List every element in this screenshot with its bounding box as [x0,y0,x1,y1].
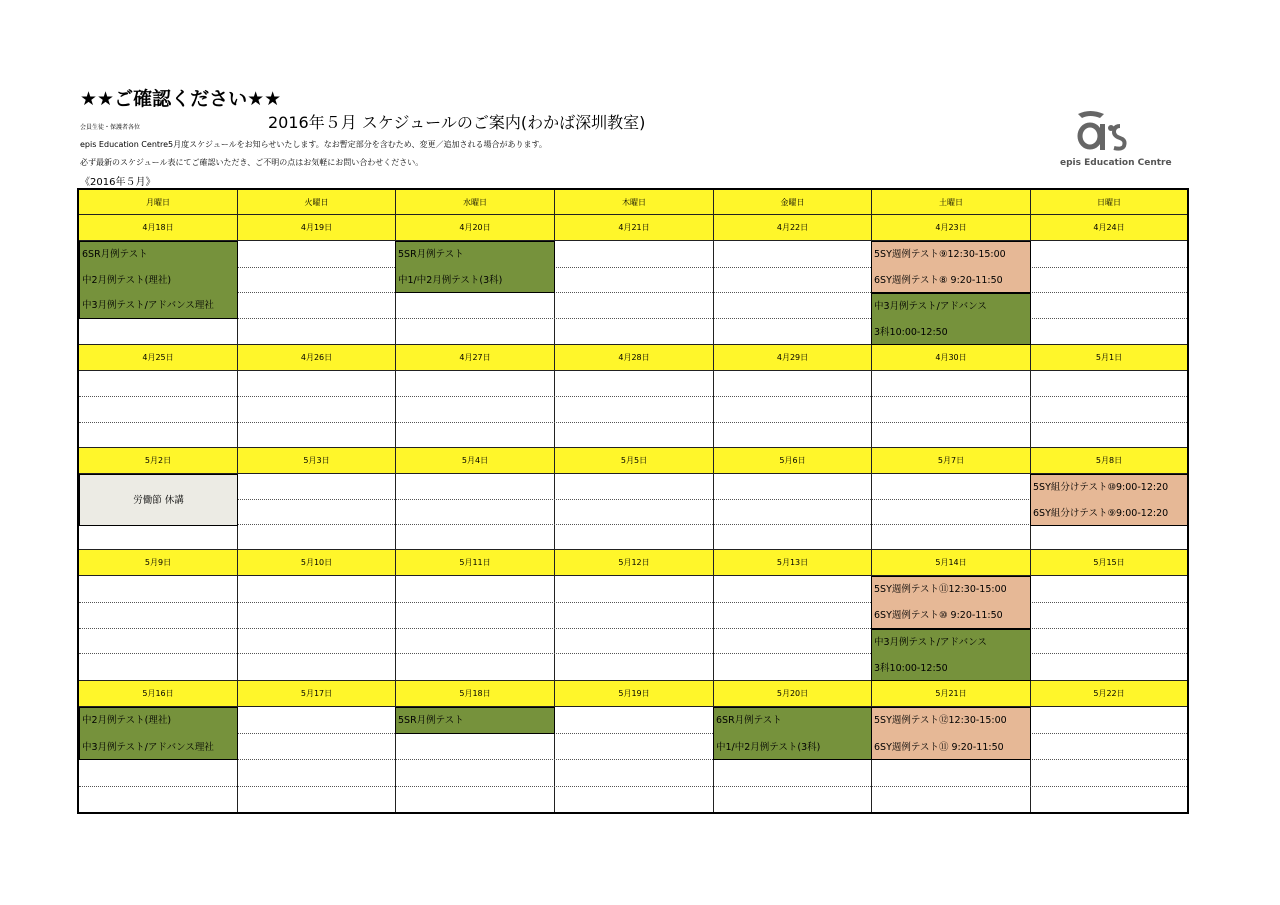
weekday-tue: 火曜日 [238,190,395,214]
event-block [79,707,238,760]
date-cell: 5月16日 [79,681,237,706]
schedule-grid [77,188,1189,814]
date-cell: 4月19日 [238,215,395,240]
holiday-block [79,474,238,526]
date-cell: 5月9日 [79,550,237,575]
event-text: 6SY週例テスト⑩ 9:20-11:50 [874,610,1003,621]
event-text: 5SR月例テスト [398,249,464,260]
date-cell: 4月22日 [714,215,871,240]
event-block [871,241,1031,293]
date-cell: 5月12日 [555,550,713,575]
date-cell: 4月29日 [714,345,871,370]
date-cell: 4月25日 [79,345,237,370]
notice-line-1: epis Education Centre5月度スケジュールをお知らせいたします。なお暫定部分を含むため、変更／追加される場合があります。 [80,140,547,149]
date-cell: 5月21日 [872,681,1030,706]
event-text: 3科10:00-12:50 [874,663,948,674]
event-block [871,293,1031,345]
event-text: 中2月例テスト(理社) [82,715,172,726]
event-block [1030,474,1188,526]
event-text: 5SY週例テスト⑫12:30-15:00 [874,715,1007,726]
date-cell: 4月28日 [555,345,713,370]
event-text: 5SY組分けテスト⑩9:00-12:20 [1033,482,1169,493]
event-block [871,629,1031,681]
weekday-thu: 木曜日 [555,190,713,214]
date-cell: 5月13日 [714,550,871,575]
logo-text: epis Education Centre [1060,158,1172,168]
weekday-wed: 水曜日 [396,190,554,214]
date-cell: 5月17日 [238,681,395,706]
date-cell: 4月23日 [872,215,1030,240]
date-cell: 5月20日 [714,681,871,706]
event-text: 6SY週例テスト⑧ 9:20-11:50 [874,275,1003,286]
date-cell: 5月5日 [555,448,713,473]
page-heading: ★★ご確認ください★★ [80,88,282,110]
event-block [713,707,872,760]
page-title: 2016年５月 スケジュールのご案内(わかば深圳教室) [268,113,646,132]
event-text: 中3月例テスト/アドバンス [874,301,987,312]
event-text: 中2月例テスト(理社) [82,275,172,286]
weekday-sat: 土曜日 [872,190,1030,214]
holiday-text: 労働節 休講 [133,494,184,506]
event-block [871,707,1031,760]
event-text: 5SR月例テスト [398,715,464,726]
date-cell: 5月14日 [872,550,1030,575]
date-cell: 5月6日 [714,448,871,473]
date-cell: 4月30日 [872,345,1030,370]
event-block [395,241,555,293]
event-text: 6SR月例テスト [82,249,148,260]
event-text: 5SY週例テスト⑨12:30-15:00 [874,249,1006,260]
date-cell: 5月4日 [396,448,554,473]
event-text: 6SR月例テスト [716,715,782,726]
event-text: 6SY週例テスト⑪ 9:20-11:50 [874,742,1004,753]
date-cell: 5月7日 [872,448,1030,473]
weekday-mon: 月曜日 [79,190,237,214]
event-text: 6SY組分けテスト⑨9:00-12:20 [1033,508,1169,519]
weekday-sun: 日曜日 [1031,190,1187,214]
month-label: 《2016年５月》 [80,177,156,188]
event-text: 3科10:00-12:50 [874,327,948,338]
date-cell: 5月22日 [1031,681,1187,706]
date-cell: 5月19日 [555,681,713,706]
recipients-label: 会員生徒・保護者各位 [80,124,141,131]
weekday-fri: 金曜日 [714,190,871,214]
event-text: 中1/中2月例テスト(3科) [716,742,821,753]
event-block [871,576,1031,629]
event-text: 5SY週例テスト⑪12:30-15:00 [874,584,1007,595]
date-cell: 4月20日 [396,215,554,240]
date-cell: 4月26日 [238,345,395,370]
event-text: 中3月例テスト/アドバンス理社 [82,742,214,753]
epis-logo-icon [1070,108,1130,154]
notice-line-2: 必ず最新のスケジュール表にてご確認いただき、ご不明の点はお気軽にお問い合わせください。 [80,158,424,167]
date-cell: 5月15日 [1031,550,1187,575]
date-cell: 5月2日 [79,448,237,473]
date-cell: 4月18日 [79,215,237,240]
date-cell: 5月10日 [238,550,395,575]
date-cell: 4月24日 [1031,215,1187,240]
date-cell: 4月27日 [396,345,554,370]
event-text: 中3月例テスト/アドバンス理社 [82,300,214,311]
date-cell: 5月3日 [238,448,395,473]
event-text: 中3月例テスト/アドバンス [874,637,987,648]
epis-logo [1060,108,1170,172]
event-block [395,707,555,734]
event-text: 中1/中2月例テスト(3科) [398,275,503,286]
date-cell: 5月8日 [1031,448,1187,473]
date-cell: 5月11日 [396,550,554,575]
date-cell: 5月18日 [396,681,554,706]
date-cell: 4月21日 [555,215,713,240]
event-block [79,241,238,319]
date-cell: 5月1日 [1031,345,1187,370]
